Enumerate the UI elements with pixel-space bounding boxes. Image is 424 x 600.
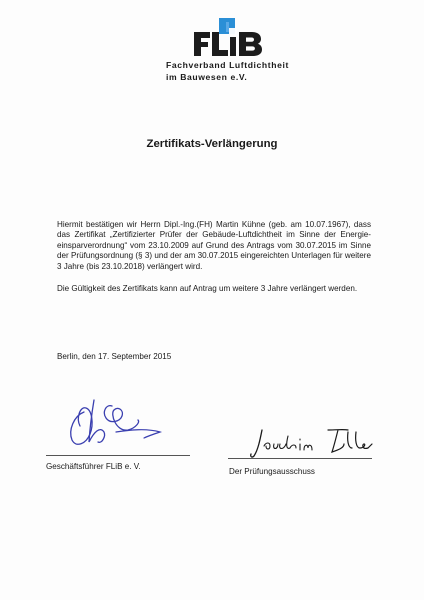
signature-stroke — [116, 430, 160, 438]
flib-logo — [192, 18, 282, 58]
logo-letter-f — [194, 32, 210, 56]
org-name-line-1: Fachverband Luftdichtheit — [166, 60, 289, 70]
logo-letter-b — [239, 32, 262, 56]
signature-stroke — [328, 430, 372, 452]
logo-letter-l — [212, 32, 228, 56]
examination-committee-signature — [248, 424, 378, 462]
logo-letter-i — [230, 37, 236, 56]
logo-letter-i-dot — [229, 28, 237, 34]
signature-line-right — [228, 458, 372, 459]
managing-director-caption: Geschäftsführer FLiB e. V. — [46, 462, 141, 471]
document-title: Zertifikats-Verlängerung — [146, 138, 278, 150]
examination-committee-caption: Der Prüfungsausschuss — [229, 467, 315, 476]
signature-stroke — [251, 430, 262, 457]
validity-paragraph: Die Gültigkeit des Zertifikats kann auf Antrag um weitere 3 Jahre verlängert werden. — [57, 284, 358, 293]
signature-line-left — [46, 455, 190, 456]
signature-stroke — [89, 400, 105, 442]
managing-director-signature — [56, 392, 176, 452]
confirmation-paragraph: Hiermit bestätigen wir Herrn Dipl.-Ing.(FH) Martin Kühne (geb. am 10.07.1967), dass das Zertifikat „Zertifizierter Prüfer der Gebäude-Luftdichtheit im Sinne der Energie-einsparverordnung“ vom 23.10.2009 auf Grund des Antrags vom 30.07.2015 im Sinne der Prüfungsordnung (§ 3) und der am 30.07.2015 eingereichten Unterlagen für weitere 3 Jahre (bis 23.10.2018) verlängert wird. — [57, 220, 371, 271]
org-name-line-2: im Bauwesen e.V. — [166, 72, 248, 82]
place-and-date: Berlin, den 17. September 2015 — [57, 352, 172, 361]
signature-stroke — [104, 406, 138, 430]
signature-stroke — [264, 436, 312, 450]
logo-blue-accent — [226, 22, 229, 32]
